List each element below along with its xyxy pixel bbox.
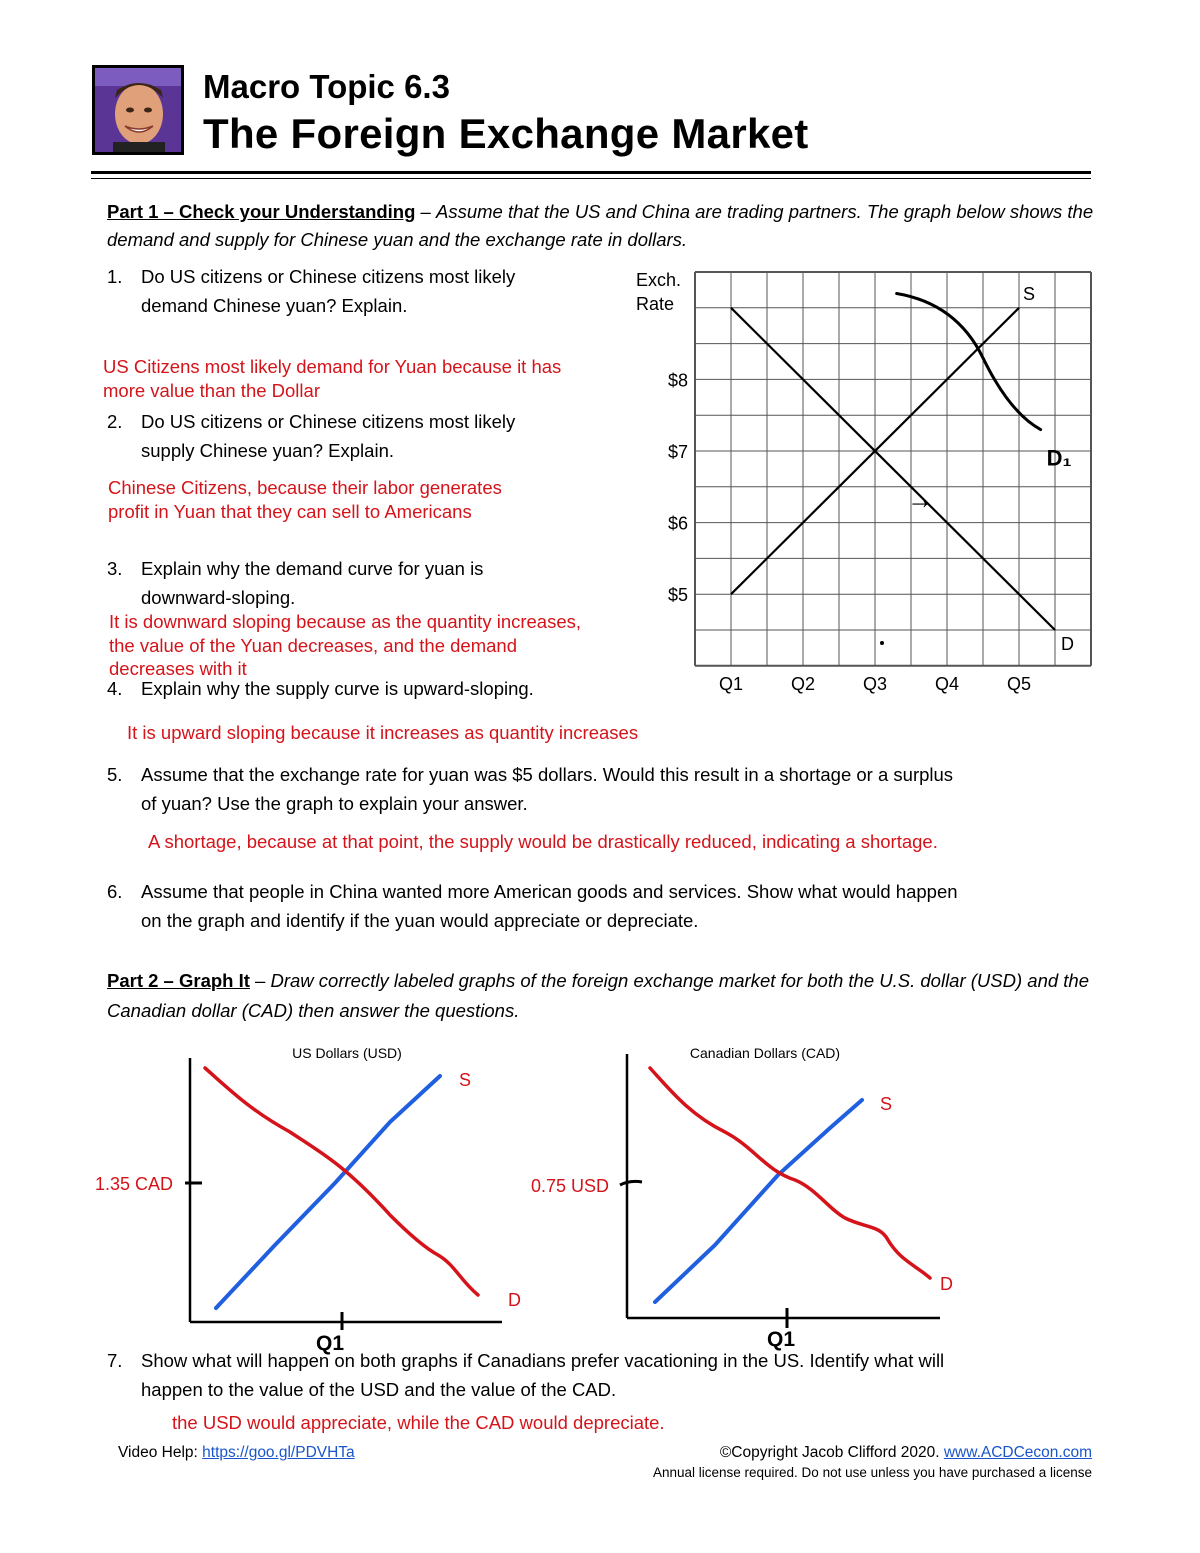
topic-label: Macro Topic 6.3 — [203, 68, 450, 105]
cad-market-chart — [510, 1040, 990, 1370]
demand-label: D — [1061, 634, 1074, 654]
question-text: of yuan? Use the graph to explain your answer. — [141, 793, 528, 814]
y-tick-label: $8 — [667, 370, 688, 391]
answer-line: the value of the Yuan decreases, and the demand — [109, 634, 517, 656]
question-5 — [107, 760, 1097, 820]
question-text: on the graph and identify if the yuan would appreciate or depreciate. — [141, 910, 699, 931]
yuan-exchange-chart — [630, 262, 1100, 694]
question-text: happen to the value of the USD and the value of the CAD. — [141, 1379, 617, 1400]
question-text: Do US citizens or Chinese citizens most likely — [141, 266, 516, 287]
presenter-photo — [92, 65, 184, 155]
question-text: supply Chinese yuan? Explain. — [141, 440, 394, 461]
presenter-photo-icon — [95, 68, 181, 152]
part2-dash: – — [249, 970, 271, 991]
answer-4: It is upward sloping because it increases as quantity increases — [127, 722, 639, 743]
y-tick-label: $6 — [667, 513, 688, 534]
equilibrium-price-label: 1.35 CAD — [94, 1174, 173, 1194]
chart-title: US Dollars (USD) — [292, 1045, 402, 1061]
y-tick-label: $7 — [667, 442, 688, 462]
part2-instructions: Draw correctly labeled graphs of the foreign exchange market for both the U.S. dollar (USD) and the Canadian dollar (CAD) then answer the questions. — [107, 970, 1090, 1021]
demand-shift-label: D₁ — [1046, 445, 1072, 471]
supply-label: S — [1023, 283, 1036, 304]
supply-label: S — [459, 1070, 472, 1090]
part1-heading: Part 1 – Check your Understanding — [107, 201, 416, 222]
question-text: Show what will happen on both graphs if Canadians prefer vacationing in the US. Identify what will — [141, 1350, 945, 1371]
copyright-text: ©Copyright Jacob Clifford 2020. — [719, 1444, 944, 1461]
answer-2 — [108, 476, 502, 523]
question-text: Explain why the supply curve is upward-sloping. — [141, 678, 534, 699]
part1-dash: – — [415, 201, 436, 222]
y-tick-label: $5 — [667, 585, 688, 606]
answer-5: A shortage, because at that point, the supply would be drastically reduced, indicating a shortage. — [148, 831, 938, 852]
question-number: 4. — [107, 678, 123, 699]
y-tick-labels — [668, 370, 688, 605]
x-tick-label: Q3 — [862, 673, 888, 694]
x-tick-label: Q5 — [1006, 673, 1032, 694]
part2-intro — [107, 966, 1097, 1026]
part2-heading: Part 2 – Graph It — [107, 970, 250, 991]
question-text: Assume that the exchange rate for yuan was $5 dollars. Would this result in a shortage or a surplus — [141, 764, 954, 785]
y-axis-label-line2: Rate — [636, 294, 675, 314]
stray-dot — [880, 641, 884, 645]
demand-curve — [205, 1068, 478, 1295]
x-tick-label: Q4 — [934, 673, 960, 694]
chart-title: Canadian Dollars (CAD) — [689, 1045, 841, 1061]
question-number: 6. — [107, 881, 123, 902]
demand-label: D — [940, 1274, 953, 1294]
question-text: demand Chinese yuan? Explain. — [141, 295, 408, 316]
question-text: Assume that people in China wanted more American goods and services. Show what would happen — [141, 881, 958, 902]
question-number: 1. — [107, 266, 123, 287]
video-help — [118, 1444, 355, 1462]
license-notice: Annual license required. Do not use unless you have purchased a license — [652, 1465, 1092, 1480]
answer-line: decreases with it — [109, 658, 247, 679]
y-axis-label-line1: Exch. — [636, 270, 682, 290]
x-tick-label: Q2 — [790, 673, 816, 694]
answer-line: It is downward sloping because as the quantity increases, — [109, 611, 582, 632]
question-3 — [107, 554, 627, 614]
header-divider-thin — [91, 178, 1091, 179]
answer-1 — [103, 355, 561, 402]
question-number: 7. — [107, 1350, 123, 1371]
video-help-label: Video Help: — [118, 1444, 203, 1461]
x-tick-labels — [719, 674, 1031, 694]
equilibrium-quantity-label: Q1 — [767, 1328, 796, 1351]
question-number: 5. — [107, 764, 123, 785]
equilibrium-price-label: 0.75 USD — [530, 1176, 609, 1196]
answer-line: more value than the Dollar — [103, 379, 320, 401]
question-number: 3. — [107, 558, 123, 579]
supply-curve — [655, 1100, 862, 1302]
demand-label: D — [508, 1290, 521, 1310]
video-help-link[interactable]: https://goo.gl/PDVHTa — [202, 1444, 355, 1461]
answer-7: the USD would appreciate, while the CAD would depreciate. — [172, 1412, 665, 1433]
answer-line: profit in Yuan that they can sell to Americans — [108, 500, 472, 522]
question-text: downward-sloping. — [141, 587, 296, 608]
supply-label: S — [880, 1094, 893, 1114]
part1-intro — [107, 198, 1097, 254]
part1-instructions: Assume that the US and China are trading partners. The graph below shows the demand and supply for Chinese yuan and the exchange rate in dollars. — [107, 201, 1094, 250]
equilibrium-quantity-label: Q1 — [316, 1332, 345, 1355]
demand-curve-d — [731, 308, 1055, 630]
x-tick-label: Q1 — [718, 673, 744, 694]
price-tick — [620, 1181, 642, 1185]
copyright — [704, 1444, 1092, 1462]
site-link[interactable]: www.ACDCecon.com — [943, 1444, 1092, 1461]
question-text: Do US citizens or Chinese citizens most likely — [141, 411, 516, 432]
question-2 — [107, 407, 627, 467]
question-4 — [107, 674, 667, 704]
supply-curve — [216, 1076, 440, 1308]
header-divider — [91, 171, 1091, 174]
question-text: Explain why the demand curve for yuan is — [141, 558, 484, 579]
answer-line: US Citizens most likely demand for Yuan because it has — [103, 356, 562, 377]
answer-line: Chinese Citizens, because their labor generates — [108, 477, 502, 498]
usd-market-chart — [70, 1040, 540, 1370]
question-number: 2. — [107, 411, 123, 432]
question-7 — [107, 1346, 1097, 1406]
answer-3 — [109, 610, 581, 681]
question-1 — [107, 262, 627, 322]
question-6 — [107, 877, 1097, 937]
page-title: The Foreign Exchange Market — [203, 110, 809, 157]
shift-arrow-icon: → — [907, 484, 933, 515]
